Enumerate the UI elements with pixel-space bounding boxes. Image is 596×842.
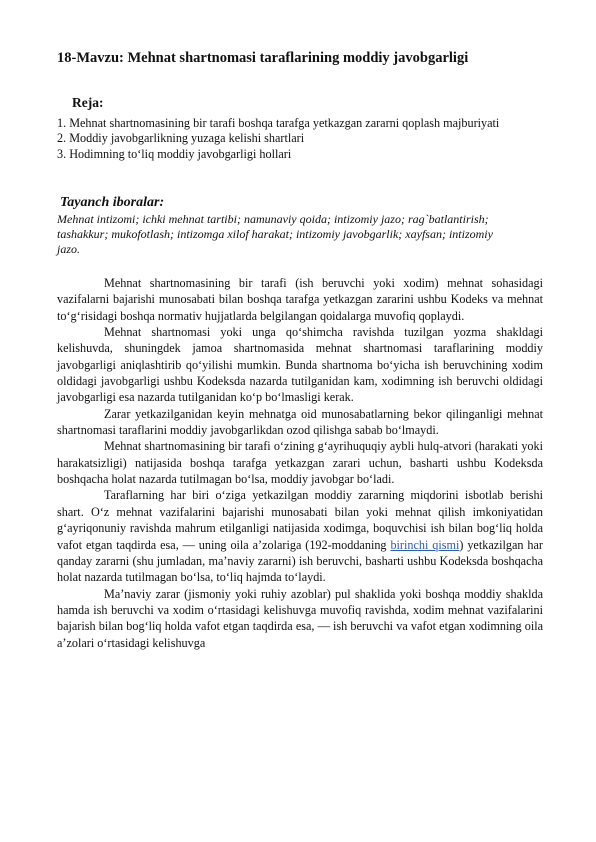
paragraph: Mehnat shartnomasining bir tarafi o‘zining g‘ayrihuquqiy aybli hulq-atvori (harakati yoki harakatsizligi) natijasida boshqa tarafga yetkazgan zarari uchun, basharti ushbu Kodeksda boshqacha holat nazarda tutilmagan bo‘lsa, moddiy javobgar bo‘ladi. <box>57 439 543 487</box>
plan-item: 2. Moddiy javobgarlikning yuzaga kelishi shartlari <box>57 131 305 146</box>
paragraph: Mehnat shartnomasining bir tarafi (ish beruvchi yoki xodim) mehnat sohasidagi vazifalarni bajarishi munosabati bilan boshqa tarafga yetkazgan zararini ushbu Kodeks va mehnat to‘g‘risidagi boshqa normativ hujjatlarda belgilangan qoidalarga muvofiq qoplaydi. <box>57 276 543 323</box>
key-terms-text: Mehnat intizomi; ichki mehnat tartibi; namunaviy qoida; intizomiy jazo; rag`batlantirish; tashakkur; mukofotlash; intizomga xilof harakat; intizomiy javobgarlik; xayfsan; intizomiy jazo. <box>57 212 493 257</box>
key-terms-heading: Tayanch iboralar: <box>60 195 165 210</box>
paragraph-text: Taraflarning har biri o‘ziga yetkazilgan moddiy zararning miqdorini isbotlab berishi shart. O‘z mehnat vazifalarini bajarishi munosabati bilan yoki mehnat qilish imkoniyatidan g‘ayriqonuniy ravishda mahrum etilganligi natijasida xodimga, boquvchisi ish bilan bog‘liq holda vafot etgan taqdirda esa, — uning oila a’zolariga (192-moddaning <box>57 488 543 552</box>
paragraph <box>57 487 543 585</box>
plan-heading: Reja: <box>72 95 104 110</box>
paragraph: Mehnat shartnomasi yoki unga qo‘shimcha ravishda tuzilgan yozma shakldagi kelishuvda, shuningdek jamoa shartnomasida mehnat shartnomasi taraflarining moddiy javobgarligi aniqlashtirib qo‘yilishi mumkin. Bunda shartnoma bo‘yicha ish beruvchining xodim oldidagi javobgarligi ushbu Kodeksda nazarda tutilganidan kam, xodimning ish beruvchi oldidagi javobgarligi esa nazarda tutilganidan ko‘p bo‘lmasligi kerak. <box>57 325 543 405</box>
plan-list <box>57 116 542 162</box>
plan-item: 1. Mehnat shartnomasining bir tarafi boshqa tarafga yetkazgan zararni qoplash majburiyati <box>57 116 500 130</box>
paragraph: Zarar yetkazilganidan keyin mehnatga oid munosabatlarning bekor qilinganligi mehnat shartnomasi taraflarini moddiy javobgarlikdan ozod qilishga sabab bo‘lmaydi. <box>57 406 543 438</box>
paragraph: Ma’naviy zarar (jismoniy yoki ruhiy azoblar) pul shaklida yoki boshqa moddiy shaklda hamda ish beruvchi va xodim o‘rtasidagi kelishuvga muvofiq ravishda, xodim mehnat vazifalarini bajarish bilan bog‘liq holda vafot etgan taqdirda esa, — ish beruvchi va vafot etgan xodimning oila a’zolari o‘rtasidagi kelishuvga <box>57 586 543 650</box>
plan-item: 3. Hodimning to‘liq moddiy javobgarligi hollari <box>57 146 292 161</box>
body-text <box>57 275 543 651</box>
page-title: 18-Mavzu: Mehnat shartnomasi taraflarining moddiy javobgarligi <box>57 50 469 66</box>
paragraph-text: ) yetkazilgan har qanday zararni (shu jumladan, ma’naviy zararni) ish beruvchi, basharti ushbu Kodeksda boshqacha holat nazarda tutilmagan bo‘lsa, to‘liq hajmda to‘laydi. <box>57 537 543 585</box>
article-link[interactable]: birinchi qismi <box>390 537 460 552</box>
